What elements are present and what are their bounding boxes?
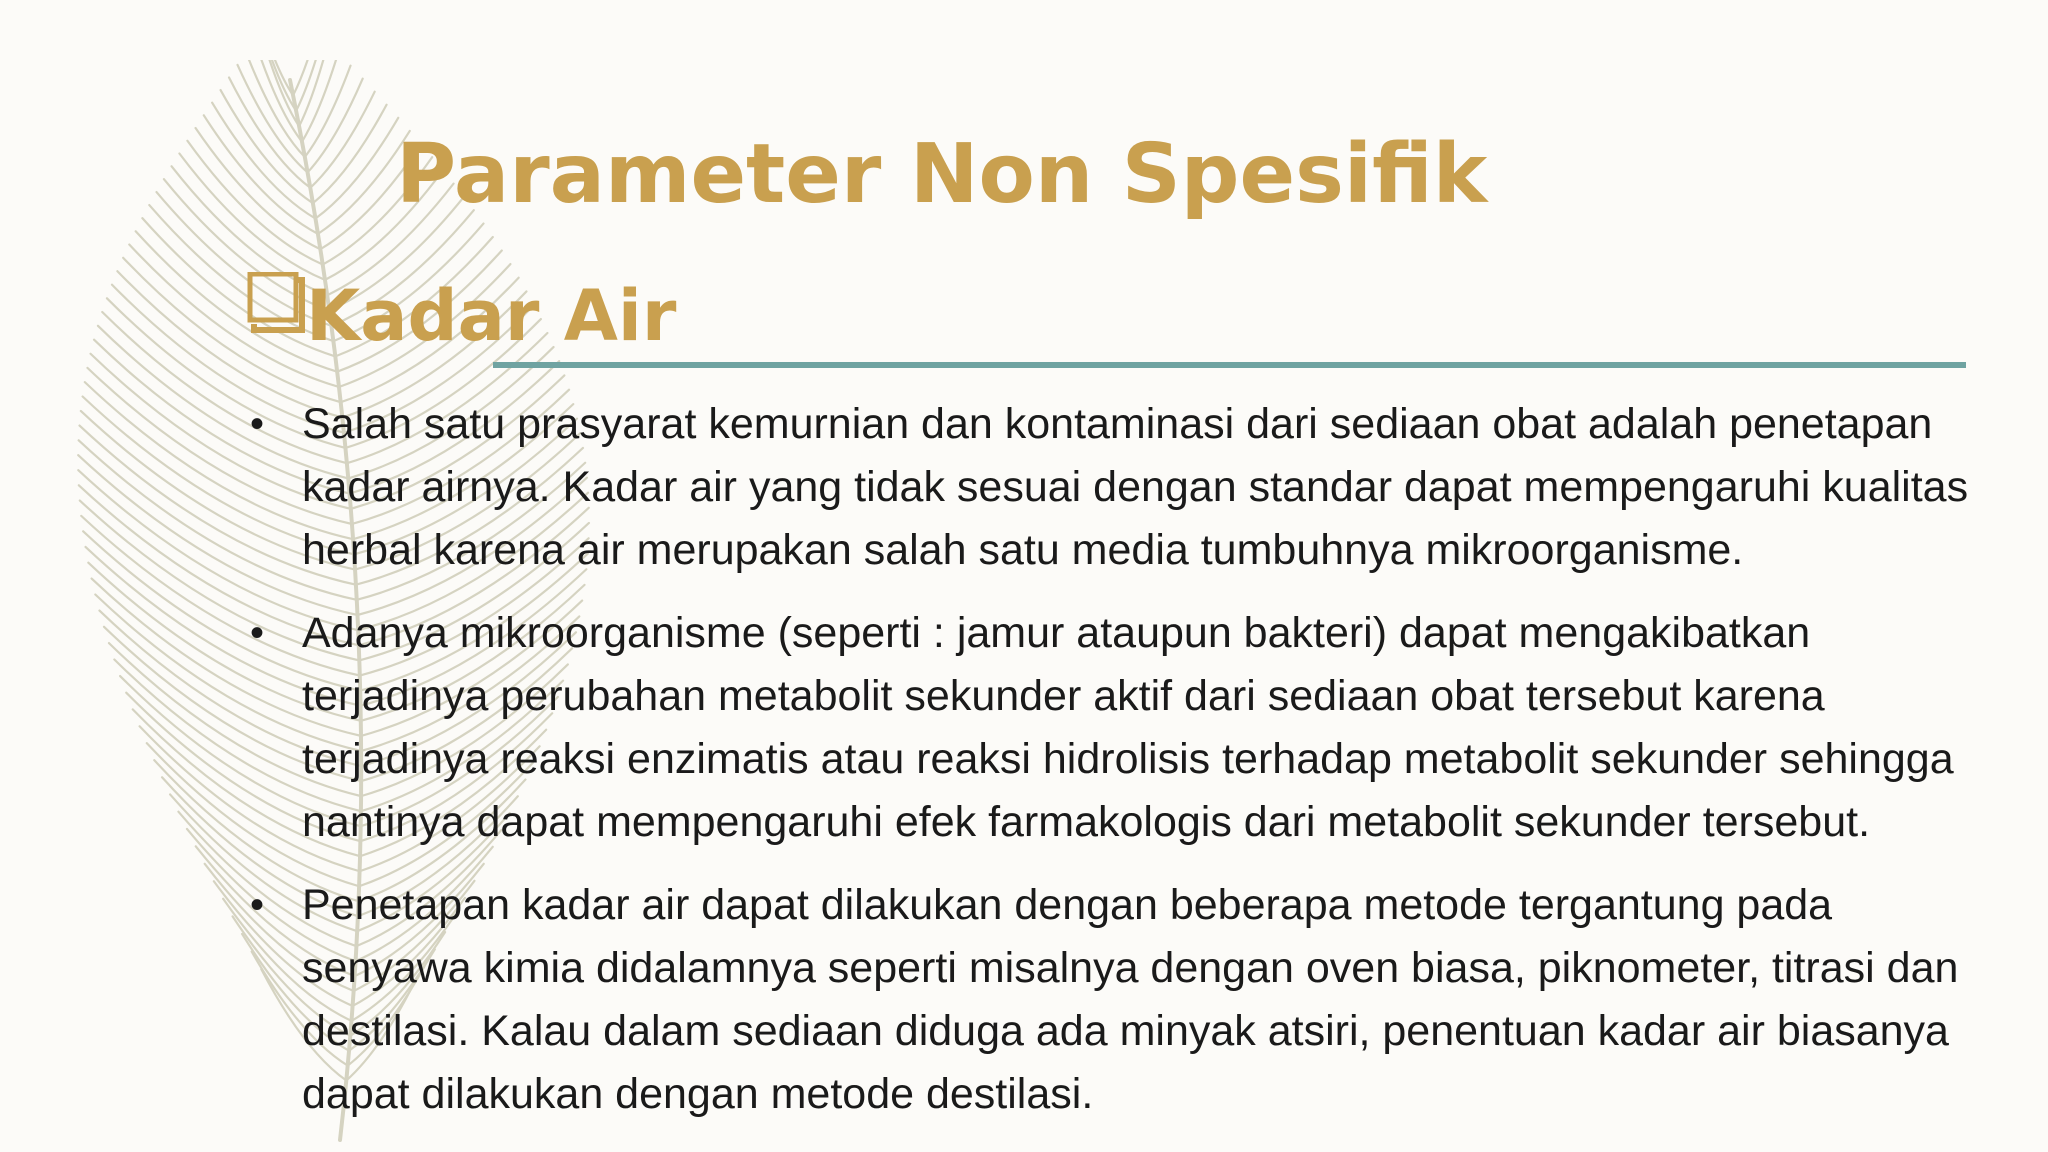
heading-divider — [493, 362, 1966, 368]
page-title: Parameter Non Spesifik — [396, 127, 1488, 222]
bullet-text: Adanya mikroorganisme (seperti : jamur ataupun bakteri) dapat mengakibatkan terjadinya perubahan metabolit sekunder aktif dari sediaan obat tersebut karena terjadinya reaksi enzimatis atau reaksi hidrolisis terhadap metabolit sekunder sehingga nantinya dapat mempengaruhi efek farmakologis dari metabolit sekunder tersebut. — [302, 609, 1954, 846]
bullet-item-1 — [244, 393, 1974, 582]
bullet-dot-icon: • — [250, 883, 265, 927]
bullet-text: Penetapan kadar air dapat dilakukan dengan beberapa metode tergantung pada senyawa kimia didalamnya seperti misalnya dengan oven biasa, piknometer, titrasi dan destilasi. Kalau dalam sediaan diduga ada minyak atsiri, penentuan kadar air biasanya dapat dilakukan dengan metode destilasi. — [302, 881, 1959, 1118]
bullet-list — [244, 393, 1974, 1146]
bullet-dot-icon: • — [250, 611, 265, 655]
section-heading-text: Kadar Air — [306, 275, 677, 357]
bullet-item-3 — [244, 874, 1974, 1126]
section-heading — [244, 272, 676, 355]
bullet-item-2 — [244, 602, 1974, 854]
checkbox-square-icon — [244, 272, 306, 334]
bullet-text: Salah satu prasyarat kemurnian dan kontaminasi dari sediaan obat adalah penetapan kadar airnya. Kadar air yang tidak sesuai dengan standar dapat mempengaruhi kualitas herbal karena air merupakan salah satu media tumbuhnya mikroorganisme. — [302, 400, 1969, 574]
bullet-dot-icon: • — [250, 402, 265, 446]
